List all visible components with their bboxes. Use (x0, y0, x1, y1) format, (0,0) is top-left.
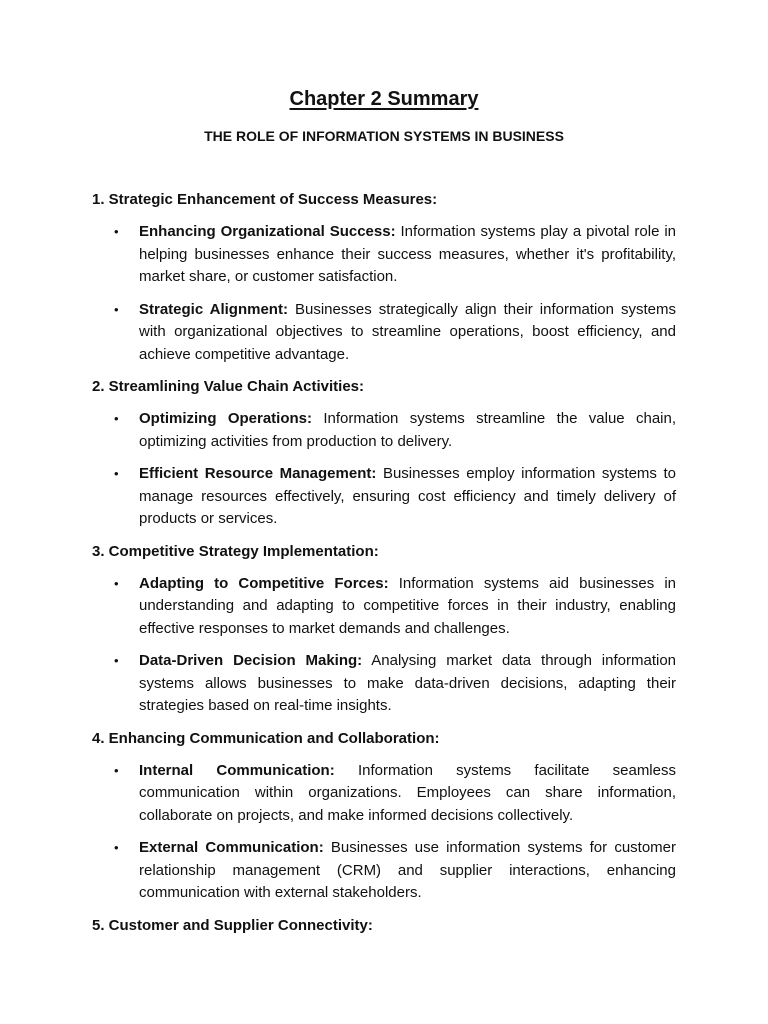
page-title: Chapter 2 Summary (289, 88, 479, 110)
bullet-label: External Communication: (139, 839, 324, 856)
bullet-label: Enhancing Organizational Success: (139, 223, 396, 240)
section-2 (92, 376, 676, 531)
section-5 (92, 915, 676, 937)
page-subtitle: THE ROLE OF INFORMATION SYSTEMS IN BUSINESS (204, 128, 564, 144)
bullet-text: Businesses use information systems for customer relationship management (CRM) and supplier interactions, enhancing communication with external stakeholders. (139, 839, 676, 901)
bullet-list (92, 760, 676, 905)
bullet-icon: • (114, 840, 119, 855)
list-item (92, 463, 676, 531)
list-item (92, 760, 676, 828)
document-body (92, 189, 676, 947)
bullet-label: Adapting to Competitive Forces: (139, 574, 389, 592)
section-heading: 1. Strategic Enhancement of Success Measures: (92, 191, 438, 208)
section-1 (92, 189, 676, 366)
section-heading: 5. Customer and Supplier Connectivity: (92, 916, 373, 934)
bullet-text: Businesses strategically align their information systems with organizational objectives to streamline operations, boost efficiency, and achieve competitive advantage. (139, 300, 676, 363)
bullet-label: Data-Driven Decision Making: (139, 652, 363, 669)
bullet-label: Optimizing Operations: (139, 410, 313, 427)
bullet-icon: • (114, 411, 119, 426)
section-heading: 2. Streamlining Value Chain Activities: (92, 378, 365, 395)
section-heading: 3. Competitive Strategy Implementation: (92, 542, 379, 560)
bullet-list (92, 573, 676, 718)
list-item (92, 573, 676, 641)
bullet-text: Information systems streamline the value chain, optimizing activities from production to delivery. (139, 410, 677, 450)
bullet-text: Information systems play a pivotal role in helping businesses enhance their success measures, whether it's profitability, market share, or customer satisfaction. (139, 223, 677, 285)
bullet-icon: • (114, 762, 119, 778)
bullet-icon: • (114, 224, 119, 239)
list-item (92, 837, 676, 905)
bullet-label: Efficient Resource Management: (139, 465, 377, 482)
bullet-icon: • (114, 653, 119, 668)
bullet-icon: • (114, 466, 119, 481)
bullet-text: Analysing market data through information systems allows businesses to make data-driven decisions, adapting their strategies based on real-time insights. (139, 652, 677, 714)
list-item (92, 408, 676, 453)
list-item (92, 221, 676, 289)
bullet-text: Businesses employ information systems to manage resources effectively, ensuring cost efficiency and timely delivery of products or services. (139, 465, 676, 527)
section-3 (92, 541, 676, 718)
bullet-icon: • (114, 301, 119, 317)
section-heading: 4. Enhancing Communication and Collaboration: (92, 729, 440, 747)
bullet-list (92, 408, 676, 531)
list-item (92, 299, 676, 367)
bullet-list (92, 221, 676, 366)
bullet-icon: • (114, 575, 119, 591)
bullet-label: Internal Communication: (139, 761, 335, 779)
bullet-text: Information systems facilitate seamless communication within organizations. Employees can share information, collaborate on projects, and make informed decisions collectively. (139, 761, 676, 824)
section-4 (92, 728, 676, 905)
list-item (92, 650, 676, 718)
bullet-text: Information systems aid businesses in understanding and adapting to competitive forces in their industry, enabling effective responses to market demands and challenges. (139, 574, 676, 637)
bullet-label: Strategic Alignment: (139, 300, 288, 318)
